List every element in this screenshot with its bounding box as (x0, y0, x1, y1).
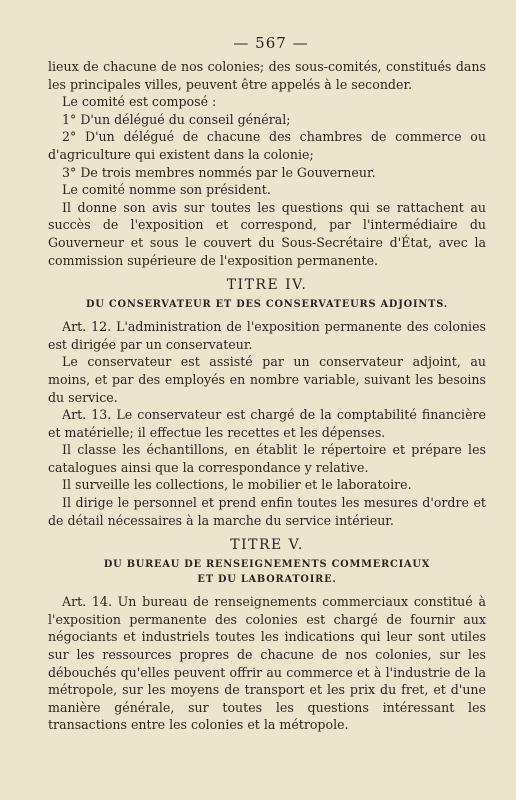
section-title-titre-iv: TITRE IV. (226, 277, 308, 294)
paragraph-dirige: Il dirige le personnel et prend enfin toutes les mesures d'ordre et de détail nécessaires à la marche du service intérieur. (48, 495, 486, 528)
paragraph-continuation: lieux de chacune de nos colonies; des sous-comités, constitués dans les principales villes, peuvent être appelés à le seconder. (48, 59, 486, 92)
paragraph-composition: Le comité est composé : (62, 94, 217, 110)
paragraph-president: Le comité nomme son président. (62, 182, 271, 198)
paragraph-echantillons: Il classe les échantillons, en établit le répertoire et prépare les catalogues ainsi que la correspondance y relative. (48, 442, 486, 475)
paragraph-item-3: 3° De trois membres nommés par le Gouverneur. (62, 164, 376, 180)
section-subtitle-titre-iv: DU CONSERVATEUR ET DES CONSERVATEURS ADJOINTS. (86, 299, 448, 311)
page-number: — 567 — (233, 34, 309, 52)
paragraph-surveille: Il surveille les collections, le mobilier et le laboratoire. (62, 477, 412, 493)
article-14: Art. 14. Un bureau de renseignements commerciaux constitué à l'exposition permanente des colonies est chargé de fournir aux négociants et industriels toutes les indications qui leur sont utiles sur les ressources propres de chacune de nos colonies, sur les débouchés qu'elles peuvent offrir au commerce et à l'industrie de la métropole, sur les moyens de transport et les prix du fret, et d'une manière générale, sur toutes les questions intéressant les transactions entre les colonies et la métropole. (48, 594, 486, 733)
section-title-titre-v: TITRE V. (230, 537, 304, 554)
section-subtitle-titre-v (48, 557, 486, 587)
section-subtitle-line-1: DU BUREAU DE RENSEIGNEMENTS COMMERCIAUX (103, 559, 431, 571)
article-13: Art. 13. Le conservateur est chargé de la comptabilité financière et matérielle; il effectue les recettes et les dépenses. (48, 407, 486, 440)
paragraph-item-1: 1° D'un délégué du conseil général; (62, 111, 291, 127)
paragraph-conservateur-adjoint: Le conservateur est assisté par un conservateur adjoint, au moins, et par des employés en nombre variable, suivant les besoins du service. (48, 354, 486, 405)
paragraph-avis: Il donne son avis sur toutes les questions qui se rattachent au succès de l'exposition et correspond, par l'intermédiaire du Gouverneur et sous le couvert du Sous-Secrétaire d'État, avec la commission supérieure de l'exposition permanente. (48, 199, 486, 268)
section-subtitle-line-2: ET DU LABORATOIRE. (197, 574, 337, 586)
paragraph-item-2: 2° D'un délégué de chacune des chambres de commerce ou d'agriculture qui existent dans la colonie; (48, 129, 486, 162)
article-12: Art. 12. L'administration de l'exposition permanente des colonies est dirigée par un conservateur. (48, 319, 486, 352)
